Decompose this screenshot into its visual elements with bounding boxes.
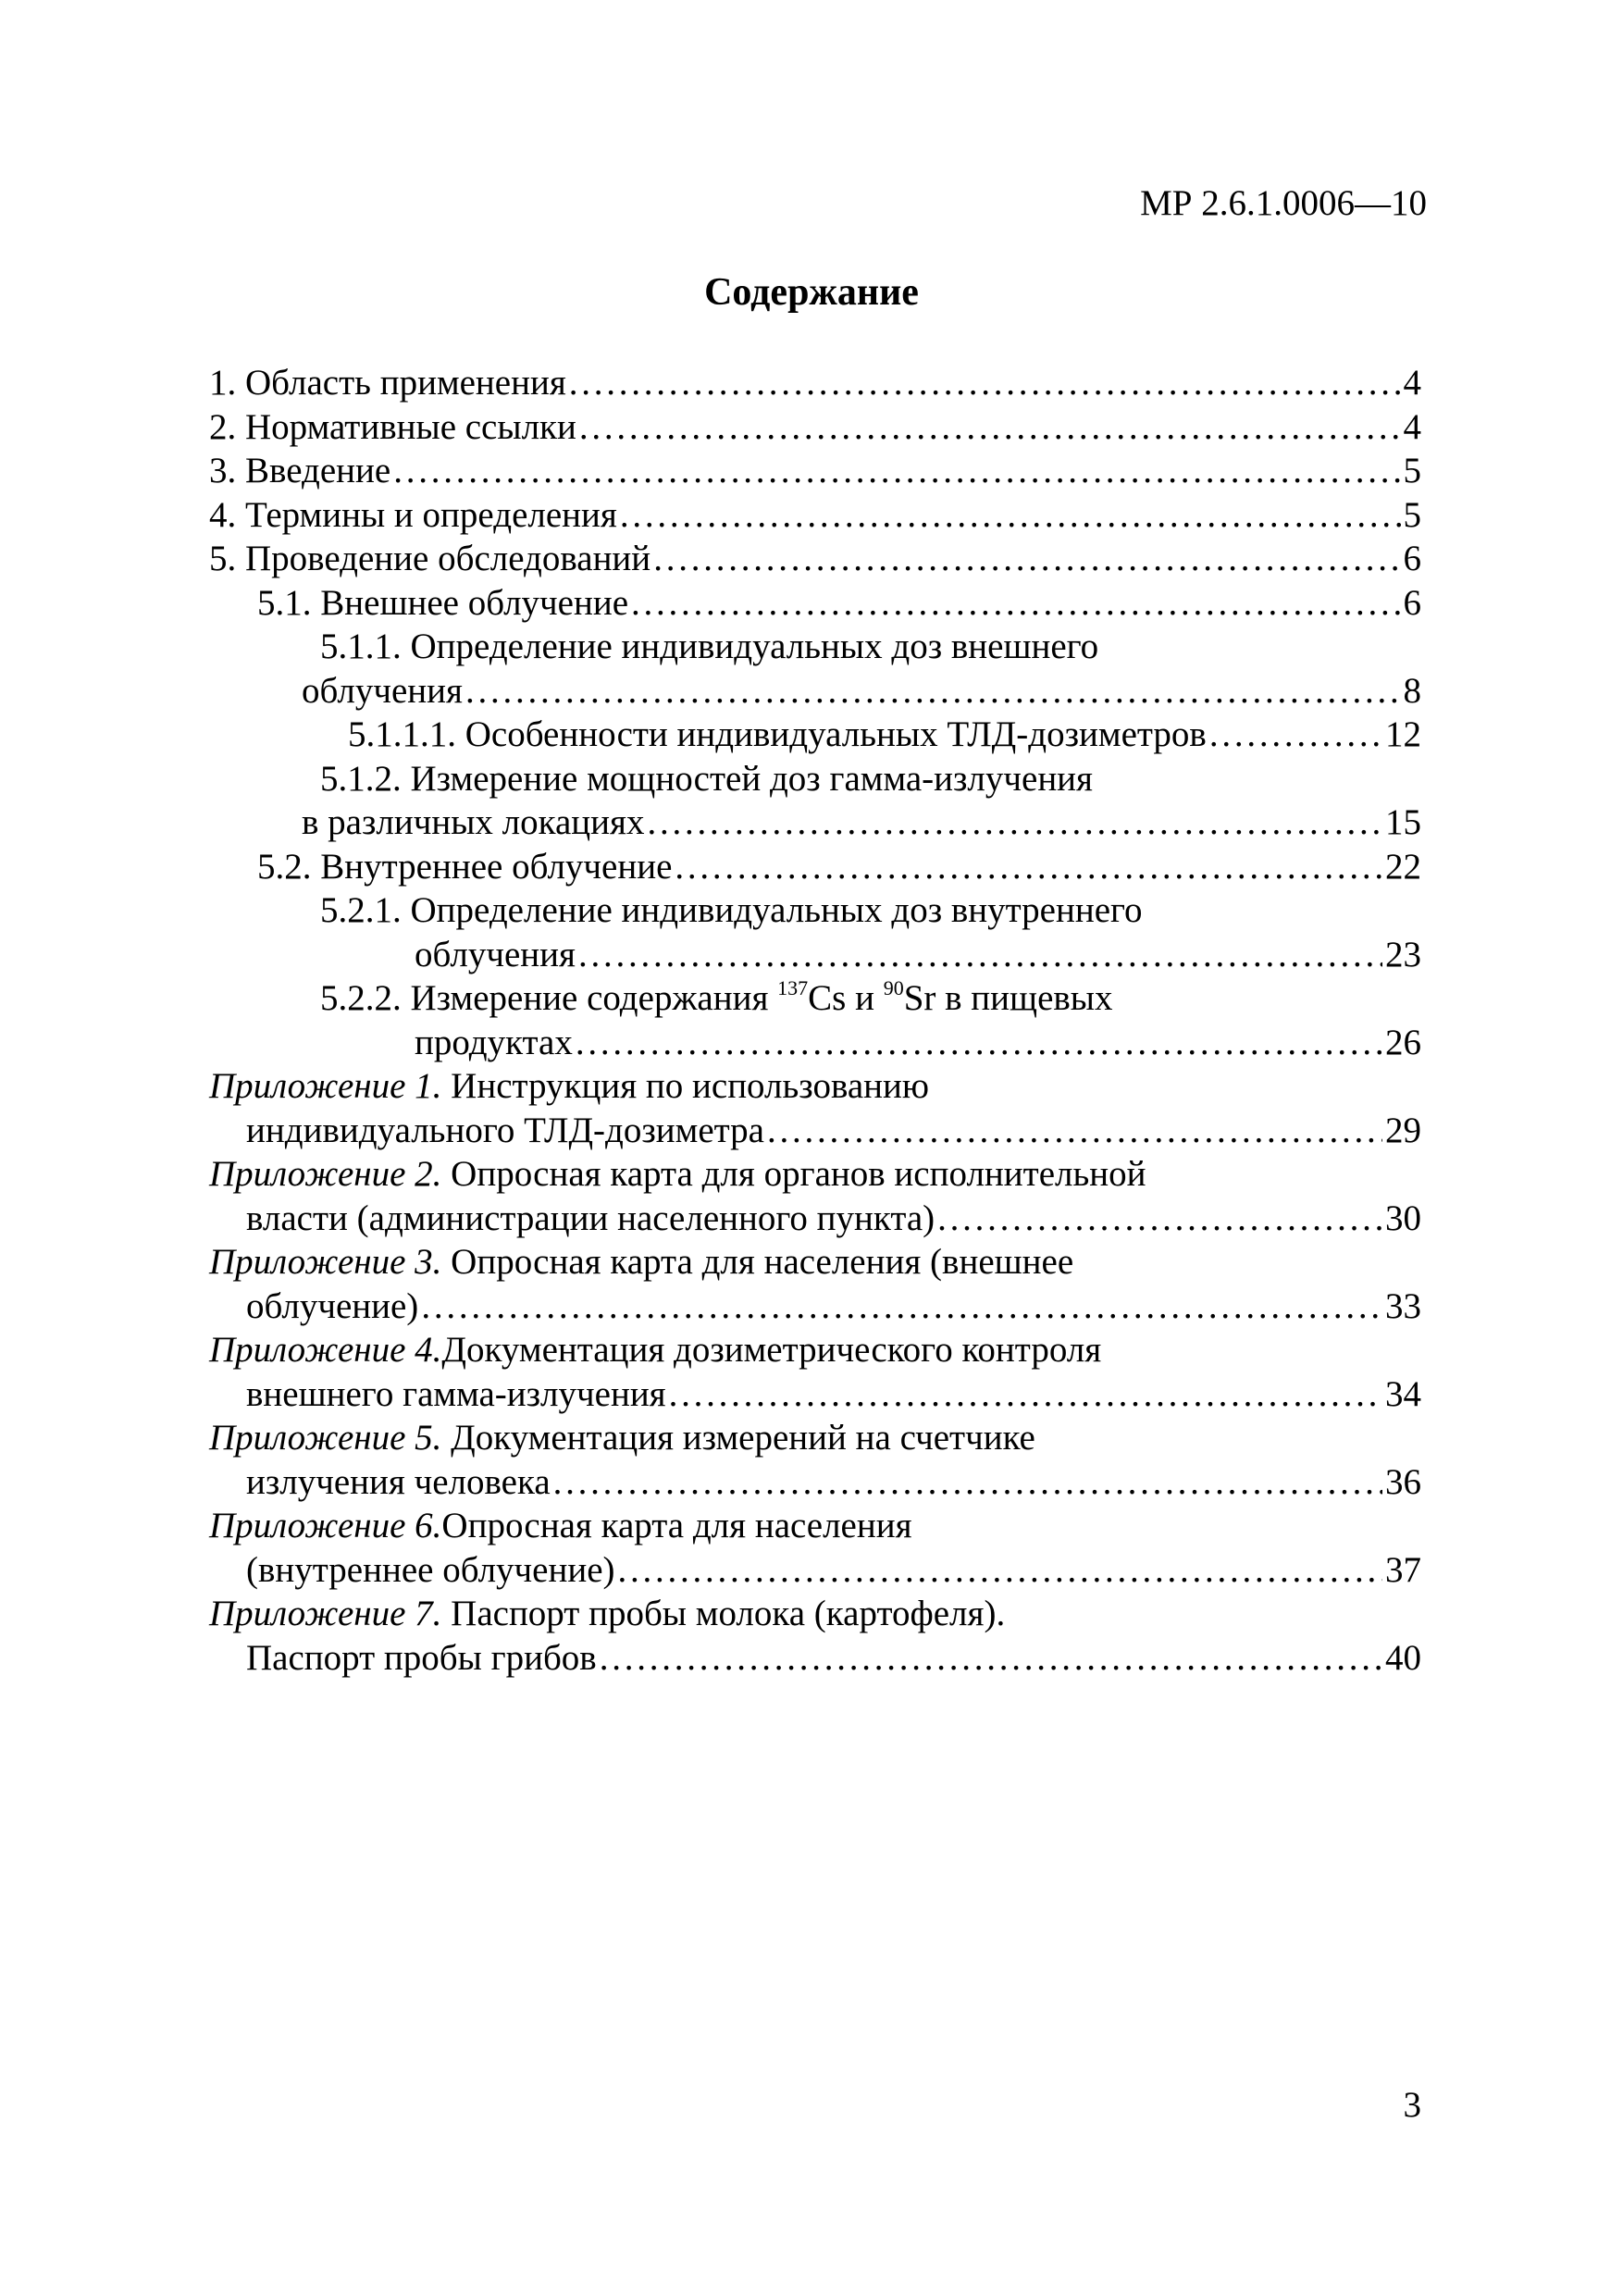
toc-entry-label: 4. Термины и определения	[209, 494, 617, 535]
toc-entry-label: 1. Область применения	[209, 363, 566, 403]
toc-entry-5-2-2[interactable]	[209, 976, 1421, 1064]
toc-entry-label: Инструкция по использованию	[441, 1066, 930, 1106]
toc-entry-label-cont: Паспорт пробы грибов	[246, 1637, 597, 1678]
toc-entry-label-cont: излучения человека	[246, 1461, 551, 1502]
toc-entry-label: Опросная карта для органов исполнительной	[441, 1154, 1146, 1194]
toc-entry-label: 2. Нормативные ссылки	[209, 406, 576, 447]
page-number: 3	[1403, 2085, 1421, 2125]
dot-leader	[767, 1109, 1382, 1153]
toc-entry-page: 12	[1385, 714, 1421, 754]
toc-entry-label: 5. Проведение обследований	[209, 539, 651, 578]
toc-entry-page: 30	[1385, 1198, 1421, 1238]
toc-entry-label: 5.1.1.1. Особенности индивидуальных ТЛД-дозиметров	[348, 714, 1207, 754]
toc-appendix-4[interactable]	[209, 1328, 1421, 1416]
isotope-mass-number: 137	[777, 976, 809, 999]
toc-entry-label: 5.2.1. Определение индивидуальных доз внутреннего	[320, 890, 1143, 930]
toc-entry-page: 8	[1403, 670, 1421, 711]
dot-leader	[569, 361, 1401, 405]
toc-entry-label: 5.1. Внешнее облучение	[257, 582, 629, 623]
toc-entry-page: 4	[1403, 406, 1421, 447]
toc-entry-5-1-2[interactable]	[209, 757, 1421, 845]
dot-leader	[669, 1372, 1382, 1417]
appendix-prefix: Приложение 4.	[209, 1330, 442, 1370]
label-part: 5.2.2. Измерение содержания	[320, 978, 778, 1018]
toc-entry-label: 5.1.1. Определение индивидуальных доз внешнего	[320, 627, 1099, 666]
toc-entry-label: 3. Введение	[209, 451, 391, 490]
toc-entry-page: 37	[1385, 1549, 1421, 1590]
dot-leader	[620, 493, 1401, 538]
toc-entry-1[interactable]	[209, 361, 1421, 405]
appendix-prefix: Приложение 6.	[209, 1506, 442, 1545]
toc-entry-3[interactable]	[209, 449, 1421, 493]
toc-entry-page: 6	[1403, 539, 1421, 578]
toc-entry-label-cont: облучение)	[246, 1285, 419, 1326]
toc-entry-label-cont: в различных локациях	[302, 802, 645, 842]
toc-entry-label	[209, 976, 1421, 1021]
appendix-prefix: Приложение 7.	[209, 1594, 442, 1633]
label-part: Cs и	[808, 978, 884, 1018]
dot-leader	[647, 800, 1382, 845]
toc-entry-label-cont: (внутреннее облучение)	[246, 1549, 615, 1590]
toc-appendix-7[interactable]	[209, 1592, 1421, 1680]
toc-entry-label: 5.1.2. Измерение мощностей доз гамма-излучения	[320, 758, 1093, 799]
toc-appendix-1[interactable]	[209, 1064, 1421, 1152]
toc-appendix-5[interactable]	[209, 1416, 1421, 1504]
toc-entry-page: 15	[1385, 802, 1421, 842]
dot-leader	[937, 1197, 1382, 1241]
toc-entry-label: Документация измерений на счетчике	[441, 1418, 1035, 1458]
toc-entry-page: 4	[1403, 363, 1421, 403]
toc-entry-page: 22	[1385, 846, 1421, 887]
toc-entry-label: Паспорт пробы молока (картофеля).	[441, 1594, 1006, 1633]
toc-entry-page: 34	[1385, 1373, 1421, 1414]
toc-entry-label: 5.2. Внутреннее облучение	[257, 846, 673, 887]
toc-entry-page: 5	[1403, 451, 1421, 490]
dot-leader	[421, 1285, 1382, 1329]
toc-entry-label: Документация дозиметрического контроля	[441, 1330, 1102, 1370]
dot-leader	[653, 537, 1400, 581]
toc-entry-5-2-1[interactable]	[209, 888, 1421, 976]
dot-leader	[579, 405, 1401, 450]
dot-leader	[393, 449, 1400, 493]
toc-entry-label: Опросная карта для населения	[441, 1506, 912, 1545]
toc-entry-page: 33	[1385, 1285, 1421, 1326]
dot-leader	[578, 933, 1382, 977]
toc-entry-2[interactable]	[209, 405, 1421, 450]
document-code: МР 2.6.1.0006—10	[1140, 183, 1427, 223]
appendix-prefix: Приложение 3.	[209, 1242, 442, 1282]
dot-leader	[576, 1021, 1382, 1065]
toc-appendix-2[interactable]	[209, 1152, 1421, 1240]
toc-entry-page: 23	[1385, 934, 1421, 974]
toc-entry-page: 5	[1403, 494, 1421, 535]
toc-entry-4[interactable]	[209, 493, 1421, 538]
toc-entry-page: 26	[1385, 1022, 1421, 1062]
dot-leader	[600, 1636, 1382, 1681]
toc-entry-page: 6	[1403, 582, 1421, 623]
toc-entry-label: Опросная карта для населения (внешнее	[441, 1242, 1074, 1282]
appendix-prefix: Приложение 2.	[209, 1154, 442, 1194]
dot-leader	[631, 581, 1400, 626]
label-part: Sr в пищевых	[903, 978, 1113, 1018]
toc-entry-page: 36	[1385, 1461, 1421, 1502]
toc-entry-5[interactable]	[209, 537, 1421, 581]
toc-entry-label-cont: продуктах	[415, 1022, 573, 1062]
toc-entry-label-cont: власти (администрации населенного пункта)	[246, 1198, 935, 1238]
toc-entry-label-cont: индивидуального ТЛД-дозиметра	[246, 1110, 764, 1150]
appendix-prefix: Приложение 5.	[209, 1418, 442, 1458]
toc-entry-5-2[interactable]	[209, 845, 1421, 889]
dot-leader	[553, 1460, 1382, 1505]
toc-title: Содержание	[704, 271, 919, 314]
toc-appendix-6[interactable]	[209, 1504, 1421, 1592]
dot-leader	[675, 845, 1382, 889]
dot-leader	[618, 1548, 1382, 1593]
toc-entry-label-cont: облучения	[415, 934, 576, 974]
dot-leader	[1209, 713, 1382, 757]
toc-appendix-3[interactable]	[209, 1240, 1421, 1328]
toc-entry-page: 40	[1385, 1637, 1421, 1678]
toc-entry-label-cont: облучения	[302, 670, 463, 711]
table-of-contents	[209, 361, 1421, 1680]
isotope-mass-number: 90	[883, 976, 904, 999]
appendix-prefix: Приложение 1.	[209, 1066, 442, 1106]
toc-entry-5-1[interactable]	[209, 581, 1421, 626]
toc-entry-page: 29	[1385, 1110, 1421, 1150]
dot-leader	[465, 669, 1401, 714]
toc-entry-5-1-1[interactable]	[209, 625, 1421, 713]
toc-entry-5-1-1-1[interactable]	[209, 713, 1421, 757]
toc-entry-label-cont: внешнего гамма-излучения	[246, 1373, 666, 1414]
